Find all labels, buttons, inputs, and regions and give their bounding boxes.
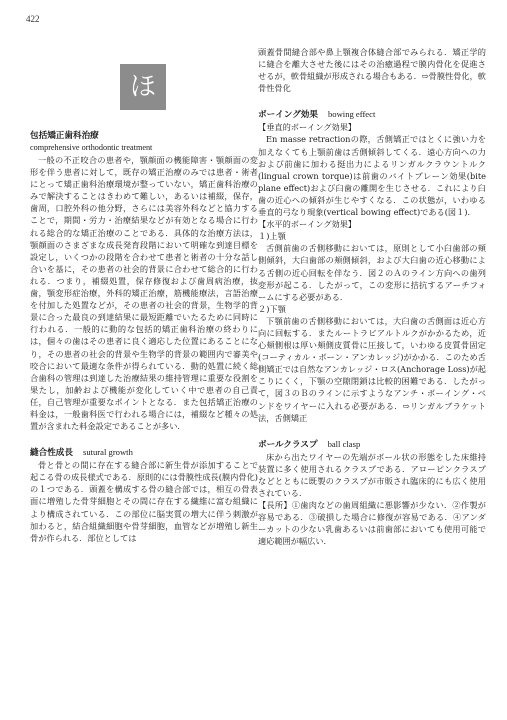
entry-subtitle-comprehensive-ortho: comprehensive orthodontic treatment <box>30 143 153 152</box>
section-vertical-bowing: 【垂直的ボーイング効果】 <box>258 122 357 133</box>
entry-title-bowing-effect: ボーイング効果 bowing effect <box>258 109 376 121</box>
entry-body-sutural-growth: 骨と骨との間に存在する縫合部に新生骨が添加することで起こる骨の成長様式である．原則的には骨膜性成長(膜内骨化)の１つである．頭蓋を構成する骨の縫合部では，相互の骨表面に増殖した骨芽細胞とその間に存在する繊維に富む組織により構成されている．この部位に脳実質の増大に伴う刺激が加わると，結合組織細胞や骨芽細胞，血管などが増殖し新生骨が作られる．部位としては <box>30 460 258 543</box>
entry-title-ball-clasp: ボールクラスプ ball clasp <box>258 438 361 450</box>
paragraph-mandible: 下顎前歯の舌側移動においては，大臼歯の舌側面は近心方向に回転する．またルートラビアルトルクがかかるため，近心頬側根は厚い頬側皮質骨に圧接して，いわゆる皮質骨固定(コーティカル・ボーン・アンカレッジ)がかかる．このため舌側矯正では自然なアンカレッジ・ロス(Anchorage Loss)が起こりにくく，下顎の空隙閉鎖は比較的困難である．したがって，図３のＢのラインに示すようなアンチ・ボーイング・ベンドをワイヤーに入れる必要がある．⇨リンガルブラケット法，舌側矯正 <box>258 315 486 423</box>
subsection-maxilla: １)上顎 <box>258 231 286 242</box>
left-column <box>30 130 258 544</box>
entry-title-sutural-growth: 縫合性成長 sutural growth <box>30 447 133 459</box>
page-number: 422 <box>26 14 40 24</box>
right-column <box>258 46 486 547</box>
entry-title-comprehensive-ortho: 包括矯正歯科治療 <box>30 131 99 141</box>
paragraph-ball-clasp-advantages: 【長所】①歯肉などの歯周組織に悪影響が少ない．②作製が容易である．③破損した場合に修復が容易である．④アンダーカットの少ない乳歯あるいは前歯部においても使用可能で適応範囲が幅広い． <box>258 500 486 547</box>
subsection-mandible: ２)下顎 <box>258 303 286 314</box>
paragraph-maxilla: 舌側前歯の舌側移動においては，原則として小臼歯部の頬側傾斜，大臼歯部の頬側傾斜，および大臼歯の近心移動による舌側の近心回転を伴なう．図２のＡのライン方向への歯列変形が起こる．したがって，この変形に拮抗するアーチフォームにする必要がある． <box>258 243 486 302</box>
paragraph-ball-clasp: 床から出たワイヤーの先端がボール状の形態をした床維持装置に多く使用されるクラスプである．アローピンクラスプなどとともに既製のクラスプが市販され臨床的にも広く使用されている． <box>258 451 486 498</box>
section-horizontal-bowing: 【水平的ボーイング効果】 <box>258 219 357 230</box>
entry-body-comprehensive-ortho: 一般の不正咬合の患者や，顎顔面の機能障害・顎顔面の変形を伴う患者に対して，既存の矯正治療のみでは患者・術者にとって矯正歯科治療環境が整っていない，矯正歯科治療のみで解決することはきわめて難しい，あるいは補綴，保存，歯周，口腔外科の他分野，さらには美容外科などと協力することで，期間・労力・治療結果などが有効となる場合に行われる総合的な矯正治療のことである．具体的な治療方法は，顎顔面のさまざまな成長発育段階において明確な到達目標を設定し，いくつかの段階を合わせて患者と術者の十分な話し合いを基に，その患者の社会的背景に合わせて総合的に行われる．つまり，補綴処置，保存修復および歯周病治療，抜歯，顎変形症治療，外科的矯正治療，筋機能療法，言語治療を付加した処置などが，その患者の社会的背景，生物学的背景に合った最良の到達結果に最短距離でいたるために同時に行われる．一般的に動的な包括的矯正歯科治療の終わりには，個々の歯はその患者に良く適応した位置にあることになり，その患者の社会的背景や生物学的背景の範囲内で審美や咬合において最適な条件が得られている．動的処置に続く総合歯科の管理は到達した治療結果の維持管理に重要な役割を果たし，加齢および機能が変化していく中で患者の自己責任，自己管理が重要なポイントとなる．また包括矯正治療の料金は，一般歯科医で行われる場合には，補綴など種々の処置が含まれた料金設定であることが多い． <box>30 155 258 432</box>
entry-body-sutural-growth-continued: 頭蓋骨間縫合部や鼻上顎複合体縫合部でみられる．矯正学的に縫合を離大させた後にはその治癒過程で膜内骨化を促進させるが，軟骨組織が形成される場合もある．⇨骨膜性骨化，軟骨性骨化 <box>258 47 486 94</box>
paragraph-vertical-bowing: En masse retractionの際，舌側矯正ではとくに強い力を加えなくても上顎前歯は舌側傾斜してくる．遠心方向への力および前歯に加わる挺出力によるリンガルクラウントルク(lingual crown torque)は前歯のバイトプレーン効果(bite plane effect)および臼歯の離開を生じさせる．これにより臼歯の近心への傾斜が生じやすくなる．この状態が，いわゆる垂直的弓なり現象(vertical bowing effect)である(図１)． <box>258 134 486 218</box>
kana-index-tab: ほ <box>120 64 166 110</box>
